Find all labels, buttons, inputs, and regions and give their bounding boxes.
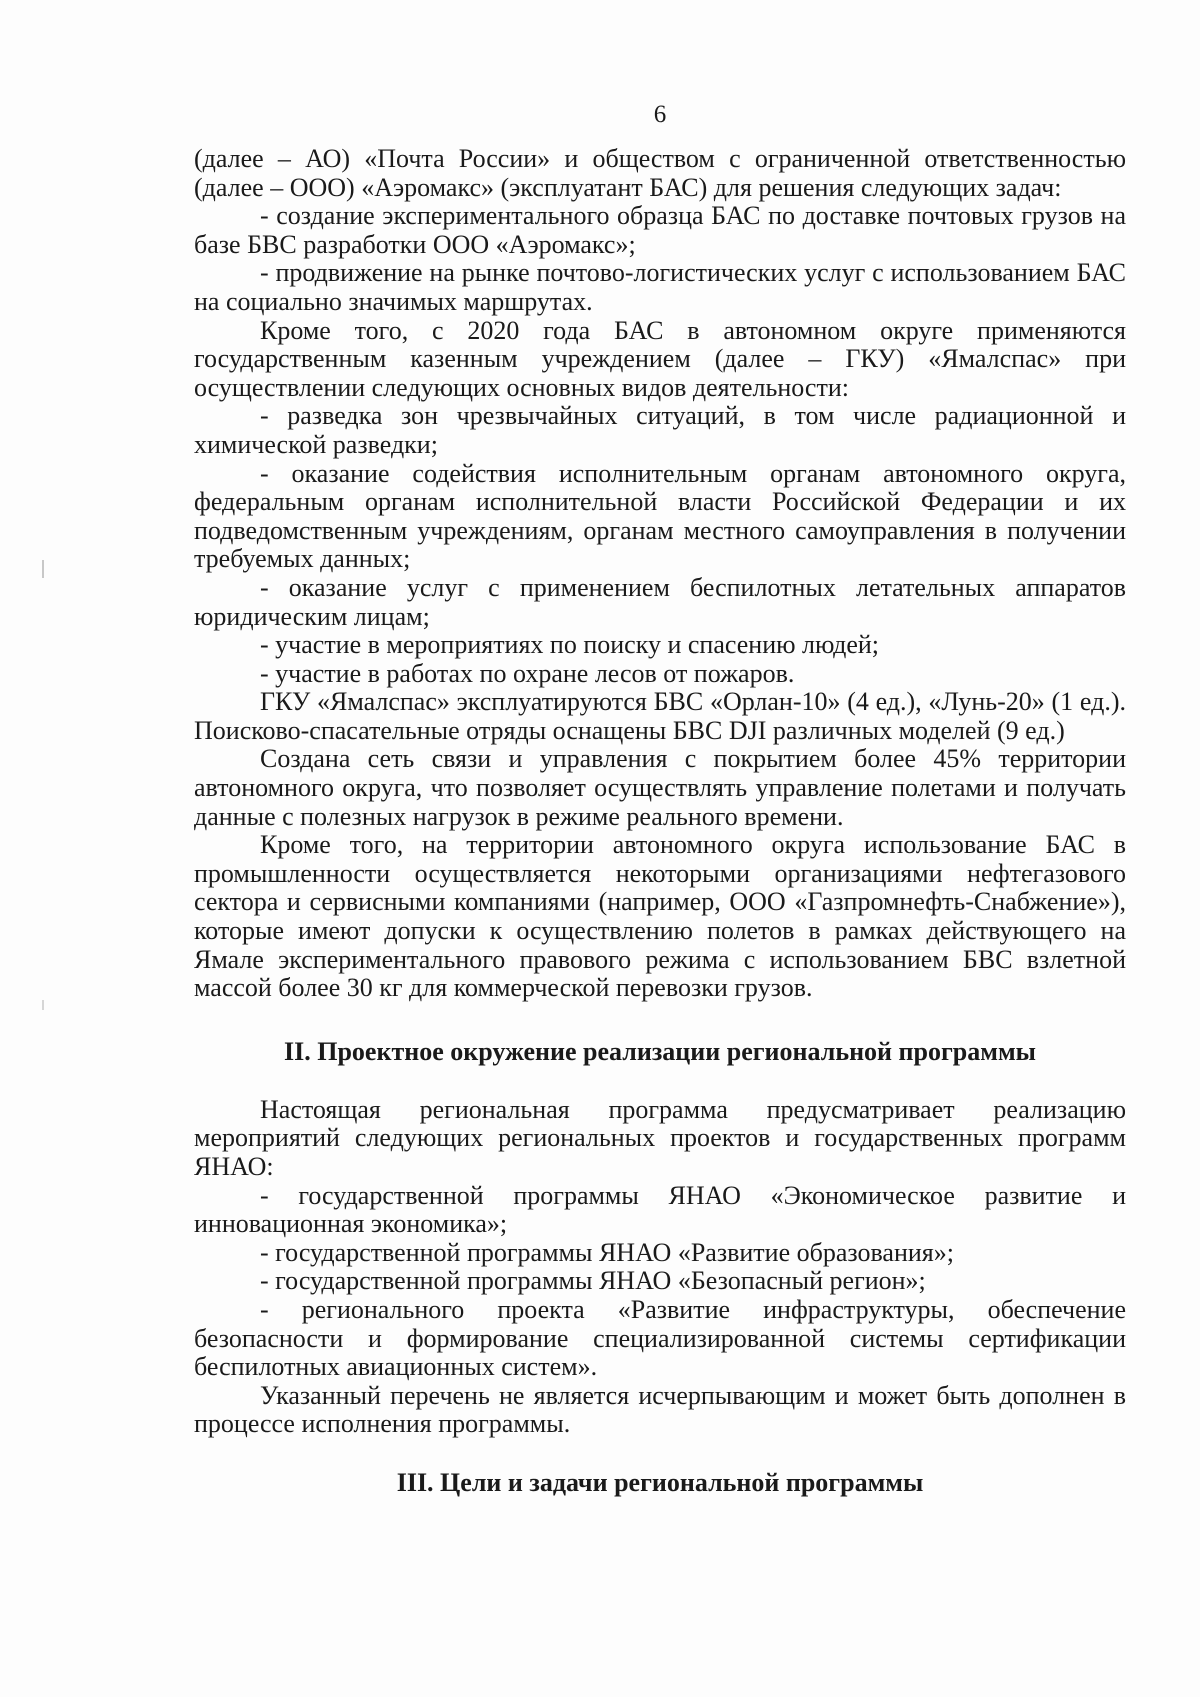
list-item: - продвижение на рынке почтово-логистических услуг с использованием БАС на социально значимых маршрутах. bbox=[194, 258, 1126, 316]
list-item: - участие в мероприятиях по поиску и спасению людей; bbox=[260, 630, 880, 660]
paragraph: Указанный перечень не является исчерпывающим и может быть дополнен в процессе исполнения программы. bbox=[194, 1380, 1126, 1439]
paragraph: Настоящая региональная программа предусматривает реализацию мероприятий следующих региональных проектов и государственных программ ЯНАО: bbox=[194, 1094, 1126, 1181]
section-heading: II. Проектное окружение реализации региональной программы bbox=[284, 1036, 1036, 1066]
list-item: - государственной программы ЯНАО «Развитие образования»; bbox=[260, 1237, 954, 1267]
list-item: - регионального проекта «Развитие инфраструктуры, обеспечение безопасности и формирование специализированной системы сертификации беспилотных авиационных систем». bbox=[194, 1294, 1126, 1382]
list-item: - государственной программы ЯНАО «Экономическое развитие и инновационная экономика»; bbox=[194, 1180, 1126, 1239]
list-item: - государственной программы ЯНАО «Безопасный регион»; bbox=[260, 1266, 926, 1296]
page-number: 6 bbox=[653, 101, 667, 128]
paragraph: Кроме того, с 2020 года БАС в автономном округе применяются государственным казенным учреждением (далее – ГКУ) «Ямалспас» при осуществлении следующих основных видов деятельности: bbox=[194, 315, 1126, 402]
section-heading: III. Цели и задачи региональной программы bbox=[396, 1467, 924, 1497]
document-body bbox=[194, 145, 1126, 1498]
paragraph: Создана сеть связи и управления с покрытием более 45% территории автономного округа, что позволяет осуществлять управление полетами и получать данные с полезных нагрузок в режиме реального времени. bbox=[194, 744, 1126, 831]
paragraph: (далее – АО) «Почта России» и обществом с ограниченной ответственностью (далее – ООО) «Аэромакс» (эксплуатант БАС) для решения следующих задач: bbox=[194, 144, 1126, 202]
list-item: - создание экспериментального образца БАС по доставке почтовых грузов на базе БВС разработки ООО «Аэромакс»; bbox=[194, 201, 1126, 259]
list-item: - участие в работах по охране лесов от пожаров. bbox=[260, 658, 795, 688]
scan-artifact bbox=[42, 1000, 44, 1010]
scan-artifact bbox=[42, 560, 44, 578]
list-item: - разведка зон чрезвычайных ситуаций, в том числе радиационной и химической разведки; bbox=[194, 401, 1126, 459]
paragraph: ГКУ «Ямалспас» эксплуатируются БВС «Орлан-10» (4 ед.), «Лунь-20» (1 ед.). Поисково-спасательные отряды оснащены БВС DJI различных моделей (9 ед.) bbox=[194, 687, 1126, 745]
list-item: - оказание содействия исполнительным органам автономного округа, федеральным органам исполнительной власти Российской Федерации и их подведомственным учреждениям, органам местного самоуправления в получении требуемых данных; bbox=[194, 458, 1126, 574]
paragraph: Кроме того, на территории автономного округа использование БАС в промышленности осуществляется некоторыми организациями нефтегазового сектора и сервисными компаниями (например, ООО «Газпромнефть-Снабжение»), которые имеют допуски к осуществлению полетов в рамках действующего на Ямале экспериментального правового режима с использованием БВС взлетной массой более 30 кг для коммерческой перевозки грузов. bbox=[194, 830, 1126, 1003]
list-item: - оказание услуг с применением беспилотных летательных аппаратов юридическим лицам; bbox=[194, 572, 1126, 631]
